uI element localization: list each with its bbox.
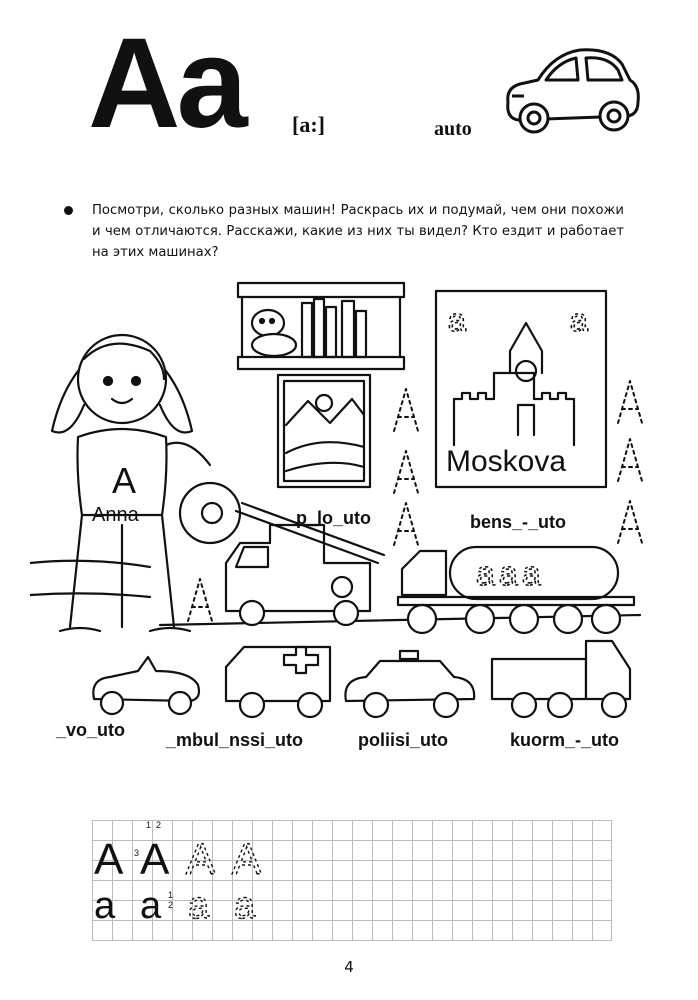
stroke-number-3: 3 bbox=[134, 848, 140, 858]
stroke-number-2: 2 bbox=[156, 820, 162, 830]
stroke-number-1: 1 bbox=[146, 820, 152, 830]
girl-name: Anna bbox=[92, 504, 139, 526]
label-fire-truck: p_lo_uto bbox=[296, 508, 371, 528]
tanker-letters: aaa bbox=[476, 555, 545, 593]
writing-practice-grid bbox=[92, 820, 614, 944]
bullet-icon bbox=[64, 206, 73, 215]
practice-lower-solid: a bbox=[94, 885, 116, 927]
scene-illustration bbox=[30, 275, 670, 725]
big-letter-title: Aa bbox=[88, 12, 244, 155]
phonetic-transcription: [a:] bbox=[292, 112, 325, 137]
stroke-number-lower-2: 2 bbox=[168, 900, 174, 910]
header-car-illustration bbox=[498, 40, 644, 140]
label-car: _vo_uto bbox=[56, 720, 126, 740]
poster-letter-right: a bbox=[570, 302, 588, 338]
label-tanker: bens_-_uto bbox=[470, 512, 567, 532]
practice-upper-solid: A bbox=[94, 835, 124, 884]
practice-lower-traced-1: a bbox=[188, 885, 210, 927]
example-word: auto bbox=[434, 118, 472, 140]
label-ambulance: _mbul_nssi_uto bbox=[166, 730, 304, 750]
practice-lower-guided: a bbox=[140, 885, 162, 927]
practice-upper-traced-2: A bbox=[232, 835, 262, 884]
task-instruction bbox=[64, 200, 624, 263]
practice-lower-traced-2: a bbox=[234, 885, 256, 927]
shirt-letter: A bbox=[112, 460, 137, 501]
page-number: 4 bbox=[344, 958, 354, 976]
practice-upper-guided: A bbox=[140, 835, 170, 884]
label-police: poliisi_uto bbox=[358, 730, 448, 750]
practice-upper-traced-1: A bbox=[186, 835, 216, 884]
poster-city: Moskova bbox=[446, 445, 567, 478]
stroke-number-lower-1: 1 bbox=[168, 890, 174, 900]
task-text: Посмотри, сколько разных машин! Раскрась их и подумай, чем они похожи и чем отличаются. Расскажи, какие из них ты видел? Кто ездит и работает на этих машинах? bbox=[92, 203, 624, 260]
poster-letter-left: a bbox=[448, 302, 466, 338]
label-truck: kuorm_-_uto bbox=[510, 730, 620, 750]
